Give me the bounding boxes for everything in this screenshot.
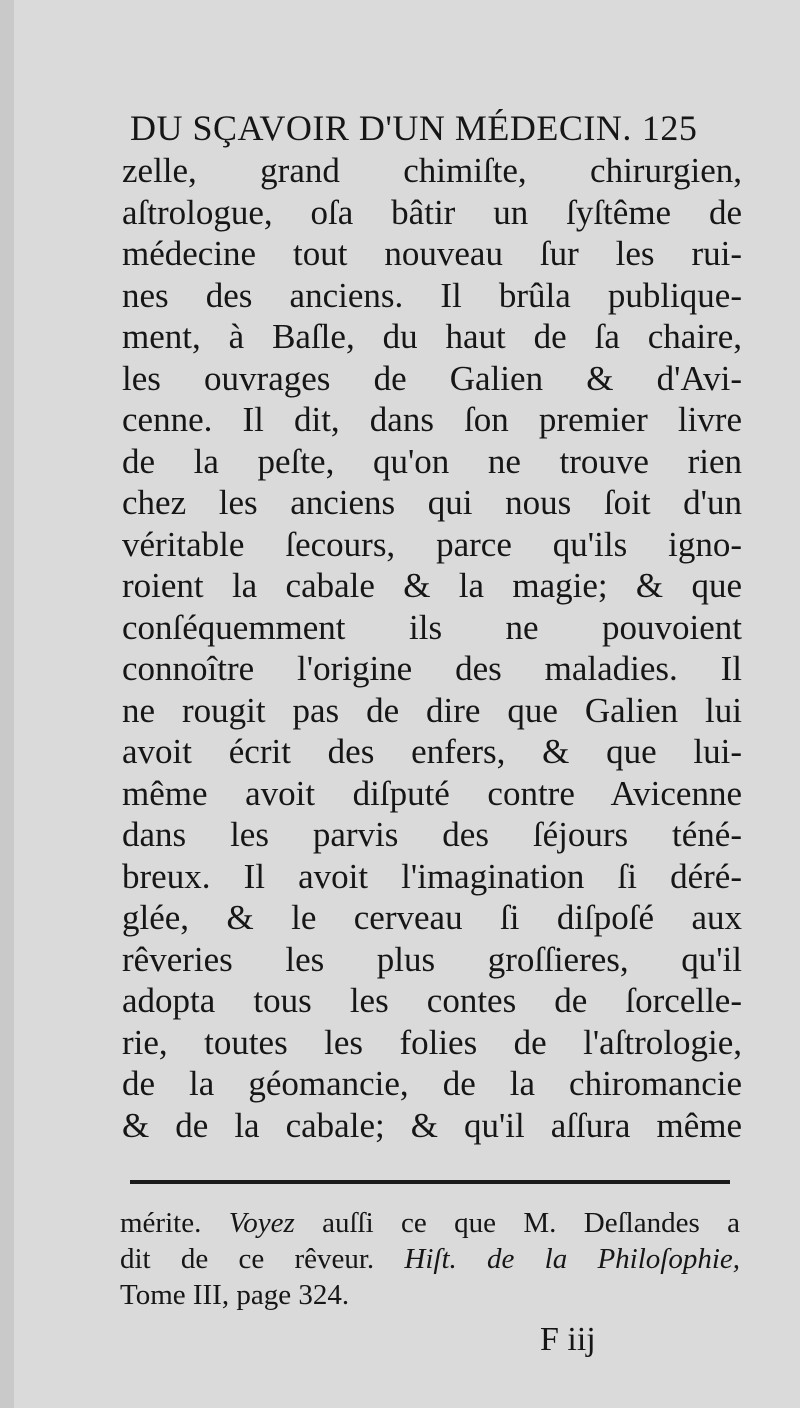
text-line: même avoit diſputé contre Avicenne	[122, 773, 742, 813]
text-line: véritable ſecours, parce qu'ils igno-	[122, 524, 742, 564]
page-edge-shadow	[0, 0, 14, 1408]
text-line: breux. Il avoit l'imagination ſi déré-	[122, 856, 742, 896]
text-line: & de la cabale; & qu'il aſſura même	[122, 1105, 742, 1145]
text-line: de la géomancie, de la chiromancie	[122, 1064, 742, 1103]
body-text	[122, 150, 742, 1146]
text-line: avoit écrit des enfers, & que lui-	[122, 732, 742, 771]
footnote-text: Tome III, page 324.	[120, 1279, 350, 1311]
footnote-rule	[130, 1180, 730, 1184]
footnote-line	[120, 1205, 740, 1241]
text-line: ne rougit pas de dire que Galien lui	[122, 690, 742, 730]
text-line: nes des anciens. Il brûla publique-	[122, 275, 742, 315]
text-line: chez les anciens qui nous ſoit d'un	[122, 483, 742, 522]
footnote	[120, 1205, 740, 1313]
text-line: connoître l'origine des maladies. Il	[122, 649, 742, 688]
footnote-line	[120, 1241, 740, 1277]
text-line: aſtrologue, oſa bâtir un ſyſtême de	[122, 192, 742, 232]
running-head-title: DU SÇAVOIR D'UN MÉDECIN.	[130, 108, 632, 148]
text-line: les ouvrages de Galien & d'Avi-	[122, 358, 742, 398]
page-number: 125	[641, 108, 698, 148]
footnote-line	[120, 1277, 740, 1313]
footnote-text: mérite.	[120, 1207, 202, 1239]
text-line: conſéquemment ils ne pouvoient	[122, 607, 742, 647]
footnote-text: dit de ce rêveur.	[120, 1243, 375, 1275]
footnote-italic: Hiſt.	[404, 1243, 457, 1275]
text-line: glée, & le cerveau ſi diſpoſé aux	[122, 898, 742, 937]
text-line: adopta tous les contes de ſorcelle-	[122, 981, 742, 1020]
footnote-text: auſſi ce que M. Deſlandes a	[322, 1207, 740, 1239]
text-line: zelle, grand chimiſte, chirurgien,	[122, 151, 742, 190]
text-line: rêveries les plus groſſieres, qu'il	[122, 939, 742, 979]
text-line: de la peſte, qu'on ne trouve rien	[122, 441, 742, 481]
footnote-italic: Voyez	[228, 1207, 295, 1239]
text-line: dans les parvis des ſéjours téné-	[122, 815, 742, 854]
running-head	[130, 104, 770, 152]
text-line: rie, toutes les folies de l'aſtrologie,	[122, 1022, 742, 1062]
text-line: médecine tout nouveau ſur les rui-	[122, 234, 742, 273]
text-line: cenne. Il dit, dans ſon premier livre	[122, 400, 742, 439]
text-line: roient la cabale & la magie; & que	[122, 566, 742, 605]
footnote-italic: de la Philoſophie,	[487, 1243, 741, 1275]
signature-mark: F iij	[540, 1321, 596, 1358]
text-line: ment, à Baſle, du haut de ſa chaire,	[122, 317, 742, 356]
